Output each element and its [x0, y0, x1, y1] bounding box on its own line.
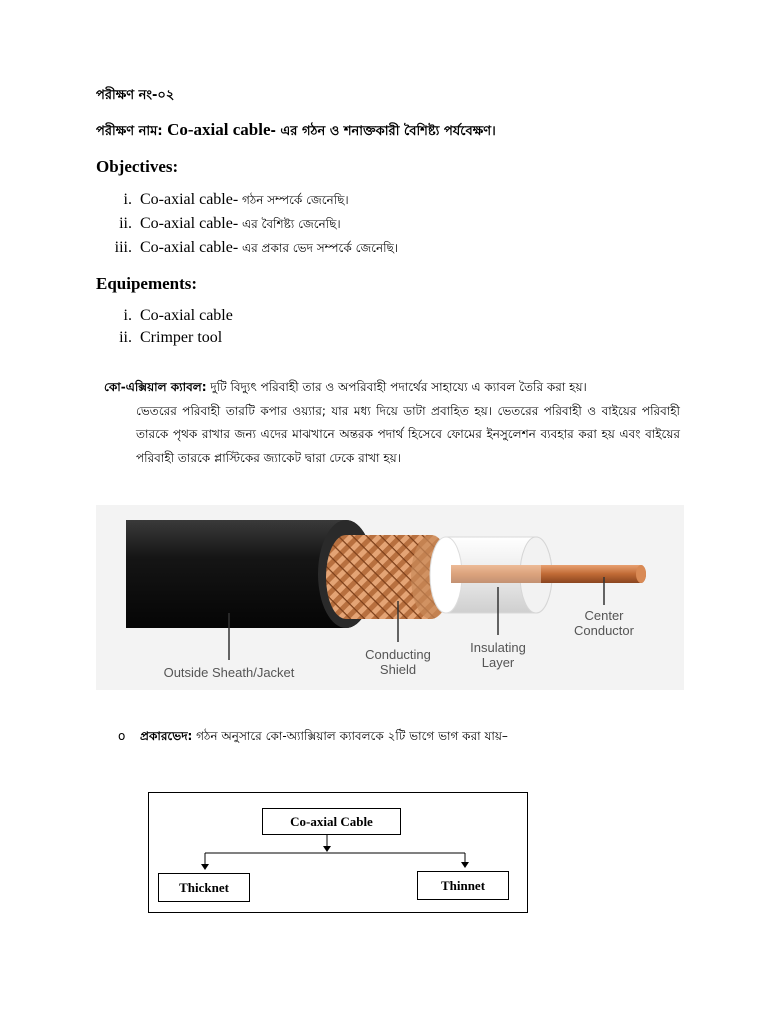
label-center-conductor-line2: Conductor — [574, 623, 634, 638]
label-conducting-shield-line1: Conducting — [365, 647, 431, 662]
diagram-root-box: Co-axial Cable — [262, 808, 401, 835]
experiment-name — [96, 120, 496, 143]
description-paragraph — [104, 376, 680, 470]
experiment-name-label: পরীক্ষণ নাম: — [96, 124, 168, 139]
types-label: প্রকারভেদ: — [140, 729, 193, 743]
types-line — [118, 728, 508, 748]
equipment-text: Co-axial cable — [140, 307, 233, 324]
hollow-bullet-icon: o — [118, 729, 126, 743]
equipment-text: Crimper tool — [140, 329, 223, 346]
classification-diagram — [148, 792, 528, 913]
description-body: ভেতরের পরিবাহী তারটি কপার ওয়্যার; যার মধ্য দিয়ে ডাটা প্রবাহিত হয়। ভেতরের পরিবাহী ও বাইয়ের পরিবাহী তারকে পৃথক রাখার জন্য এদের মাঝখানে অন্তরক পদার্থ হিসেবে ফোমের ইনসুলেশন ব্যবহার করা হয় এবং বাইয়ের পরিবাহী তারকে প্লাস্টিকের জ্যাকেট দ্বারা ঢেকে রাখা হয়। — [136, 403, 680, 465]
diagram-thicknet-box: Thicknet — [158, 873, 250, 902]
diagram-thinnet-box: Thinnet — [417, 871, 509, 900]
experiment-name-latin: Co-axial cable — [167, 120, 271, 139]
objective-text: গঠন সম্পর্কে জেনেছি। — [238, 193, 349, 207]
label-center-conductor — [562, 608, 646, 638]
objective-text: এর বৈশিষ্ট্য জেনেছি। — [238, 217, 341, 231]
label-insulating-layer-line1: Insulating — [470, 640, 526, 655]
label-insulating-layer-line2: Layer — [481, 655, 515, 670]
objectives-heading: Objectives: — [96, 157, 179, 176]
equipments-heading: Equipements: — [96, 274, 198, 293]
equipment-number: i. — [123, 307, 132, 324]
objective-number: ii. — [119, 215, 132, 232]
equipment-number: ii. — [119, 329, 132, 346]
objective-latin: Co-axial cable- — [140, 215, 239, 232]
types-text: গঠন অনুসারে কো-অ্যাক্সিয়াল ক্যাবলকে ২টি ভাগে ভাগ করা যায়– — [192, 729, 508, 743]
objective-item — [100, 239, 398, 260]
label-conducting-shield — [351, 647, 445, 677]
label-insulating-layer — [458, 640, 538, 670]
objective-latin: Co-axial cable- — [140, 239, 239, 256]
label-outside-sheath: Outside Sheath/Jacket — [163, 665, 295, 680]
equipment-item — [100, 307, 233, 325]
experiment-number: পরীক্ষণ নং-০২ — [96, 88, 175, 103]
label-conducting-shield-line2: Shield — [379, 662, 417, 677]
objective-latin: Co-axial cable- — [140, 191, 239, 208]
objective-number: iii. — [114, 239, 132, 256]
objective-item — [100, 191, 349, 212]
objective-text: এর প্রকার ভেদ সম্পর্কে জেনেছি। — [238, 241, 399, 255]
description-label: কো-এক্সিয়াল ক্যাবল: — [104, 380, 207, 394]
coaxial-cable-illustration — [96, 505, 684, 690]
objective-number: i. — [123, 191, 132, 208]
label-center-conductor-line1: Center — [584, 608, 624, 623]
objective-item — [100, 215, 341, 236]
experiment-name-rest: - এর গঠন ও শনাক্তকারী বৈশিষ্ট্য পর্যবেক্ষণ। — [270, 124, 496, 139]
description-first-line: দুটি বিদ্যুৎ পরিবাহী তার ও অপরিবাহী পদার্থের সাহায্যে এ ক্যাবল তৈরি করা হয়। — [206, 380, 587, 394]
equipment-item — [100, 329, 222, 347]
